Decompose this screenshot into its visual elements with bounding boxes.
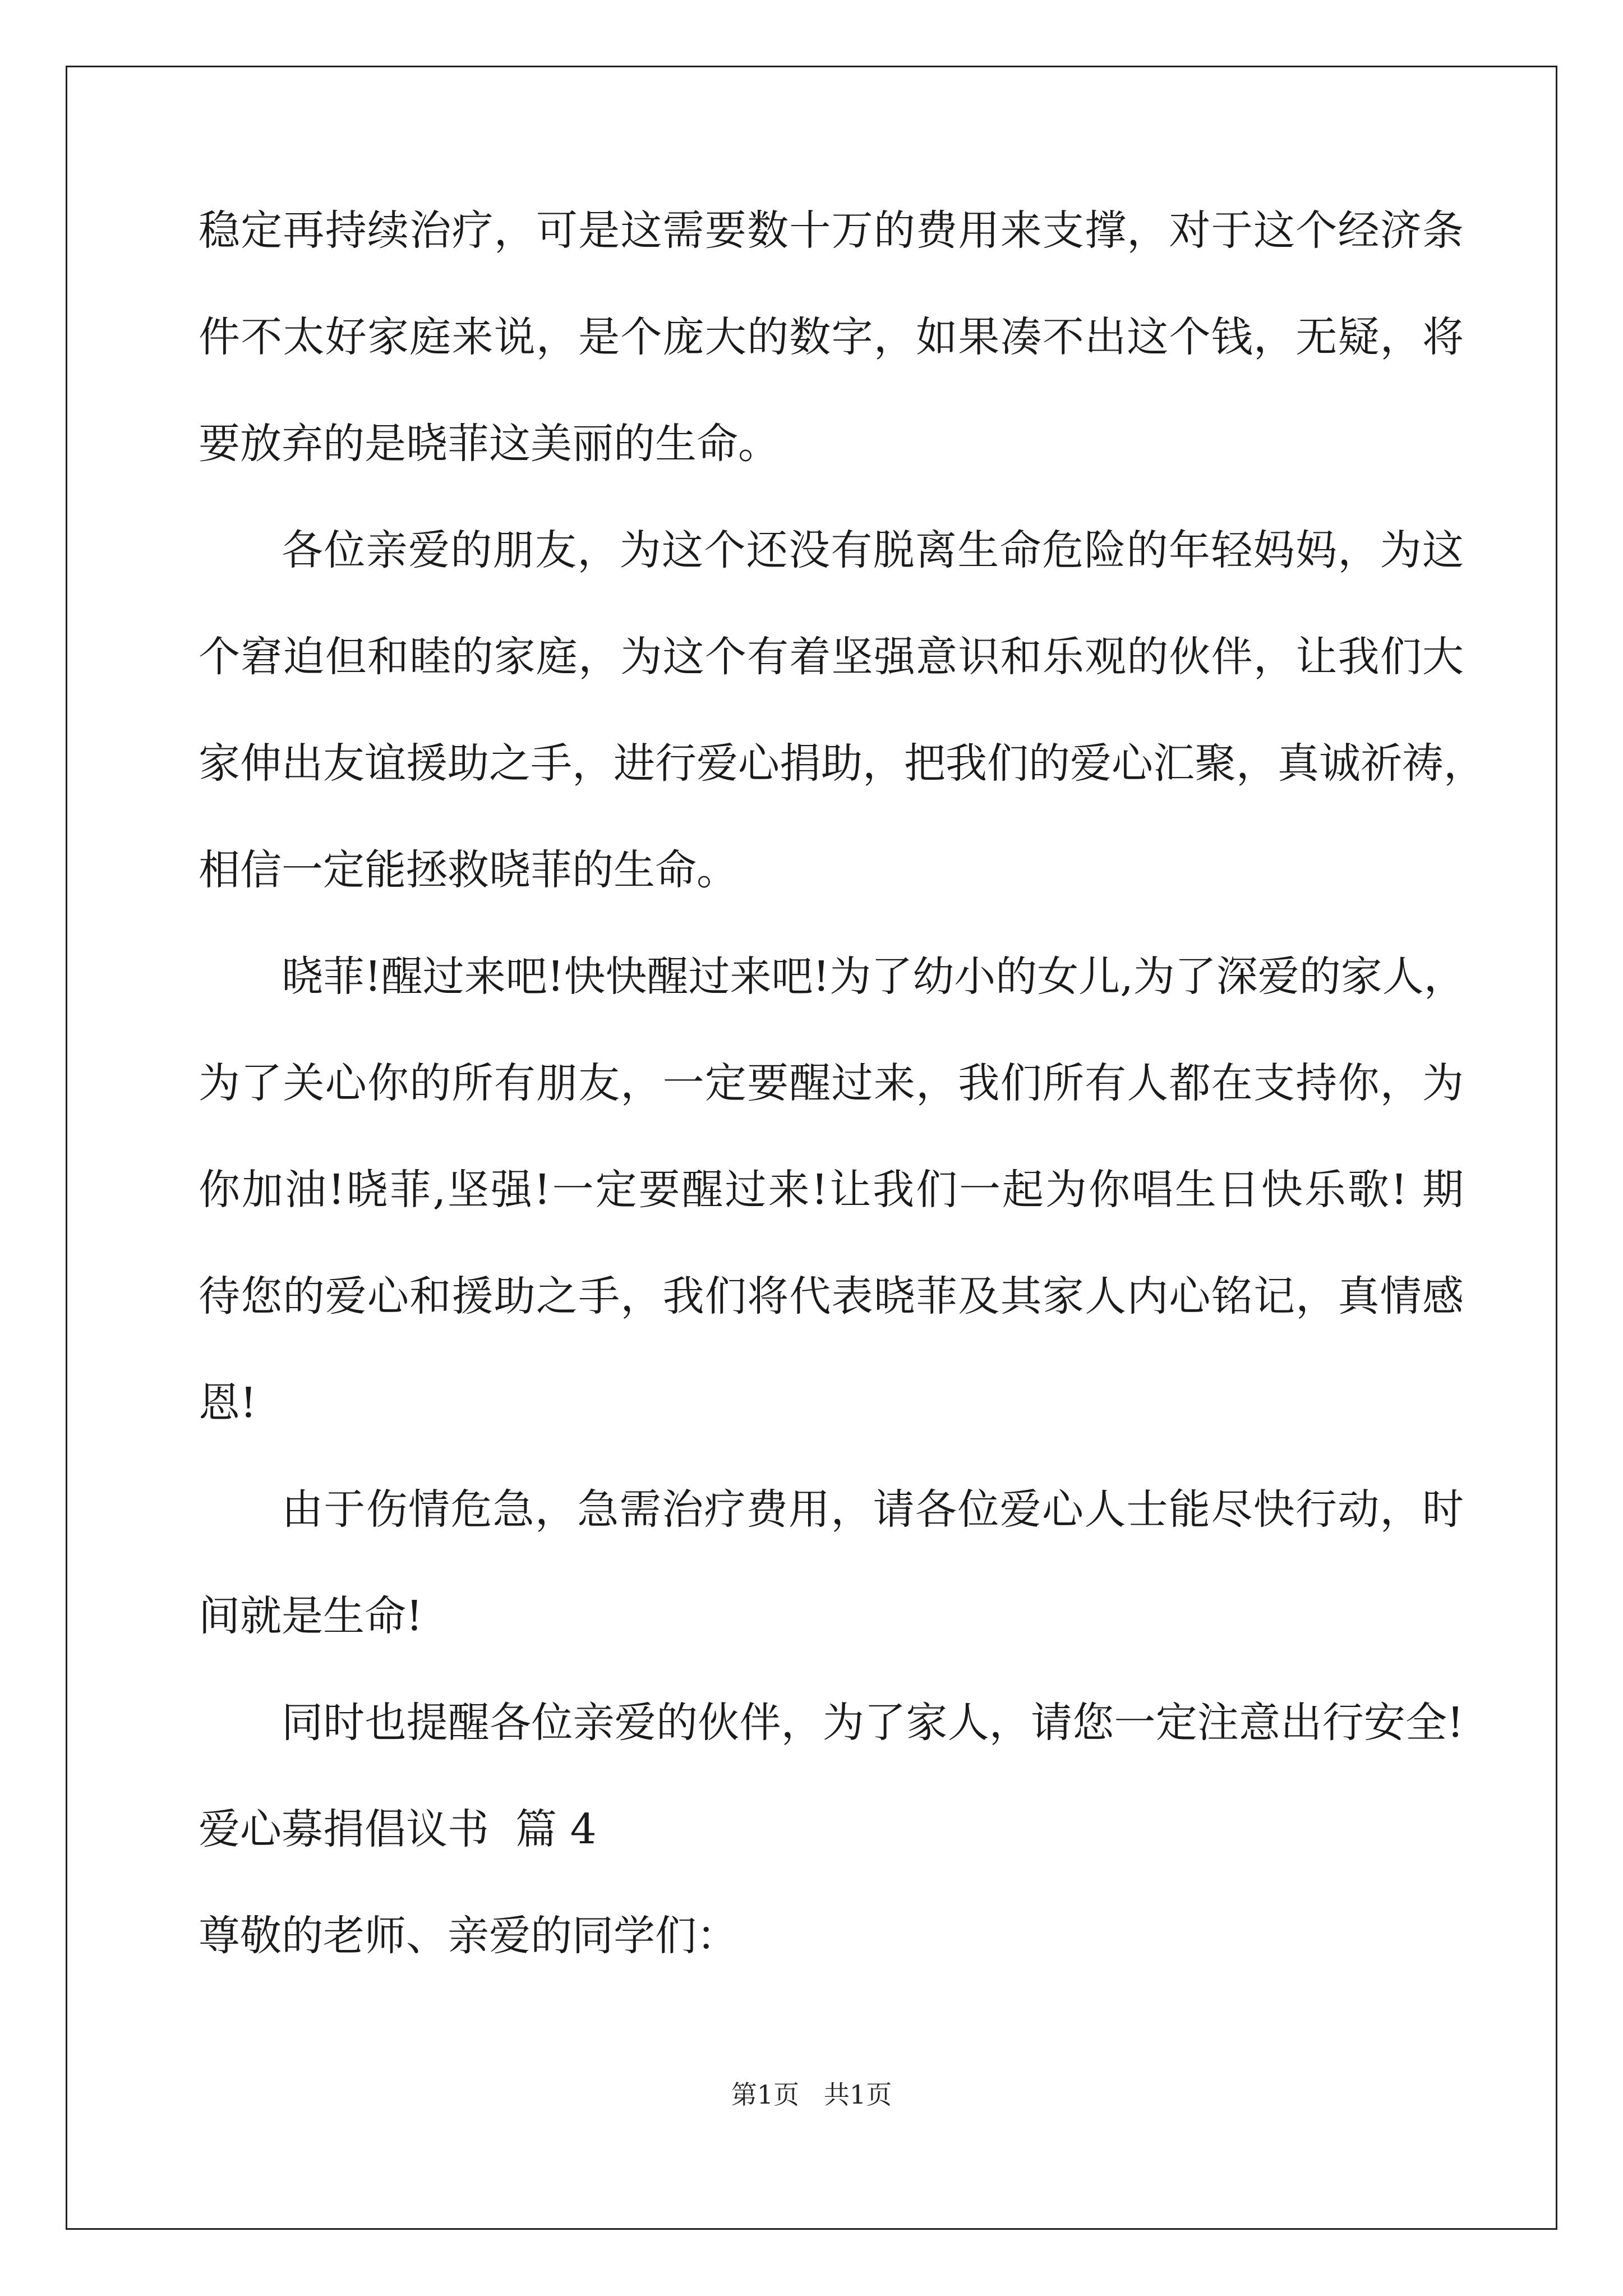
text-line: 家伸出友谊援助之手，进行爱心捐助，把我们的爱心汇聚，真诚祈祷， <box>199 739 1485 788</box>
text-line: 为了关心你的所有朋友，一定要醒过来，我们所有人都在支持你，为 <box>199 1059 1464 1107</box>
text-line: 待您的爱心和援助之手，我们将代表晓菲及其家人内心铭记，真情感 <box>199 1272 1464 1320</box>
text-line: 各位亲爱的朋友，为这个还没有脱离生命危险的年轻妈妈，为这 <box>282 526 1464 574</box>
page-border <box>66 66 1557 2230</box>
page-footer: 第1页 共1页 <box>731 2079 892 2110</box>
section-heading: 爱心募捐倡议书 篇 4 <box>199 1805 597 1853</box>
text-line: 晓菲!醒过来吧!快快醒过来吧!为了幼小的女儿,为了深爱的家人， <box>282 953 1465 1001</box>
text-line: 件不太好家庭来说，是个庞大的数字，如果凑不出这个钱，无疑，将 <box>199 313 1464 361</box>
text-line: 你加油!晓菲,坚强!一定要醒过来!让我们一起为你唱生日快乐歌! 期 <box>199 1166 1464 1214</box>
text-line: 要放弃的是晓菲这美丽的生命。 <box>199 420 780 468</box>
text-line: 由于伤情危急，急需治疗费用，请各位爱心人士能尽快行动，时 <box>282 1485 1464 1534</box>
text-line: 同时也提醒各位亲爱的伙伴，为了家人，请您一定注意出行安全! <box>282 1699 1464 1747</box>
text-line: 相信一定能拯救晓菲的生命。 <box>199 846 738 894</box>
text-line: 间就是生命! <box>199 1592 423 1640</box>
salutation: 尊敬的老师、亲爱的同学们： <box>199 1912 738 1960</box>
text-line: 恩! <box>199 1379 257 1427</box>
text-line: 稳定再持续治疗，可是这需要数十万的费用来支撑，对于这个经济条 <box>199 206 1464 255</box>
text-line: 个窘迫但和睦的家庭，为这个有着坚强意识和乐观的伙伴，让我们大 <box>199 633 1464 681</box>
